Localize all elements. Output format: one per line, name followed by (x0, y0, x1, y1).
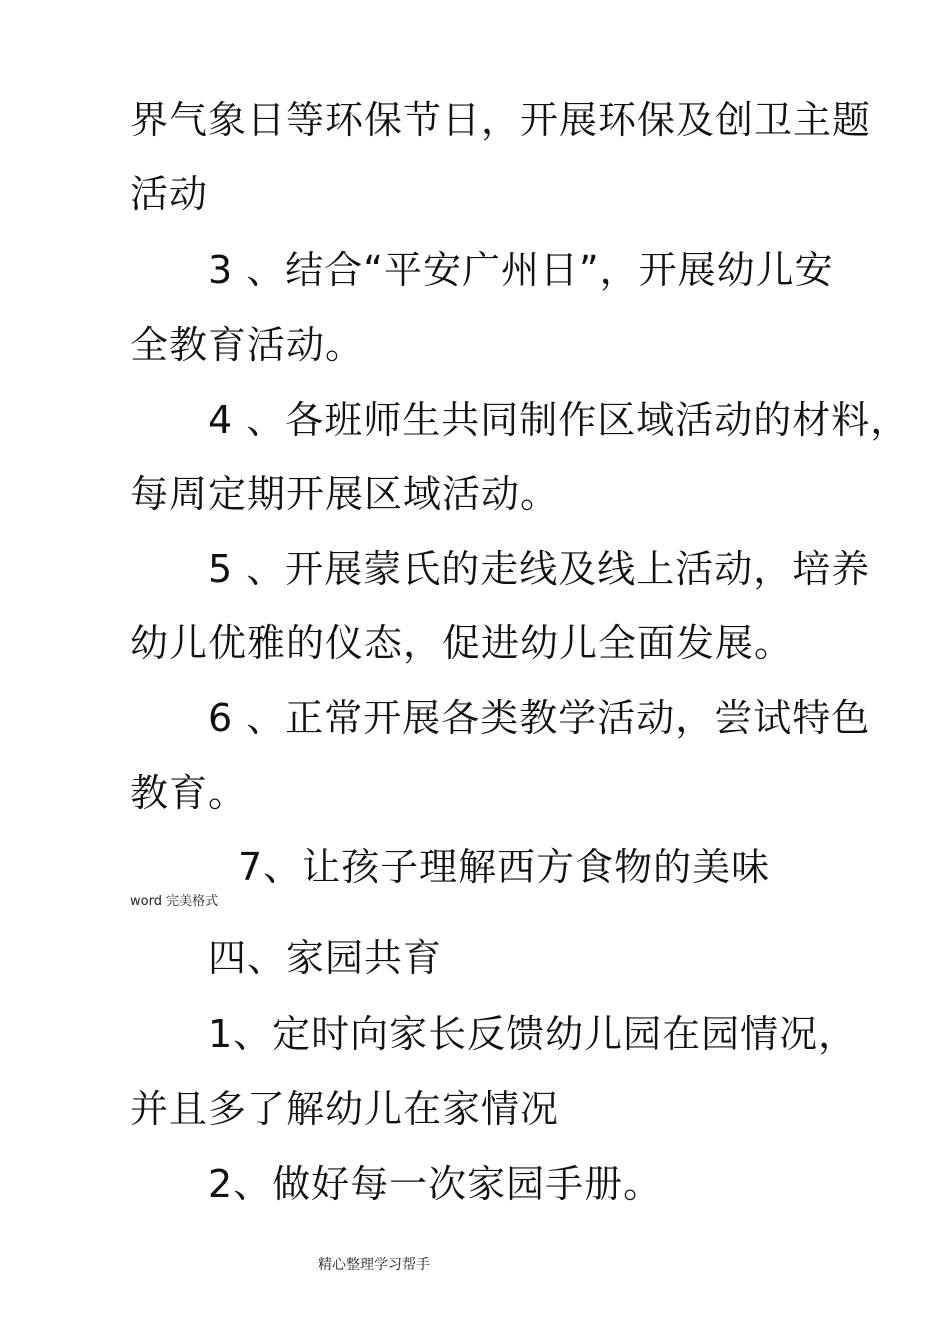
list-item-7: 7、让孩子理解西方食物的美味 (238, 845, 771, 889)
text-line-8: 幼儿优雅的仪态，促进幼儿全面发展。 (130, 621, 794, 665)
section-heading: 四、家园共育 (208, 936, 443, 980)
text-line-4: 全教育活动。 (130, 323, 365, 367)
page-footer: 精心整理学习帮手 (318, 1257, 430, 1273)
list-item-1: 1、定时向家长反馈幼儿园在园情况， (208, 1012, 858, 1056)
text-line-14: 并且多了解幼儿在家情况 (130, 1087, 560, 1131)
list-item-2: 2、做好每一次家园手册。 (208, 1162, 663, 1206)
list-item-4: 4 、各班师生共同制作区域活动的材料， (208, 398, 910, 442)
text-line-10: 教育。 (130, 771, 248, 815)
text-line-2: 活动 (130, 172, 209, 216)
text-line-6: 每周定期开展区域活动。 (130, 472, 560, 516)
inline-watermark: word 完美格式 (130, 894, 219, 909)
list-item-5: 5 、开展蒙氏的走线及线上活动，培养 (208, 547, 871, 591)
text-line-1: 界气象日等环保节日，开展环保及创卫主题 (130, 98, 872, 142)
list-item-6: 6 、正常开展各类教学活动，尝试特色 (208, 696, 871, 740)
list-item-3: 3 、结合“平安广州日”，开展幼儿安 (208, 248, 834, 292)
